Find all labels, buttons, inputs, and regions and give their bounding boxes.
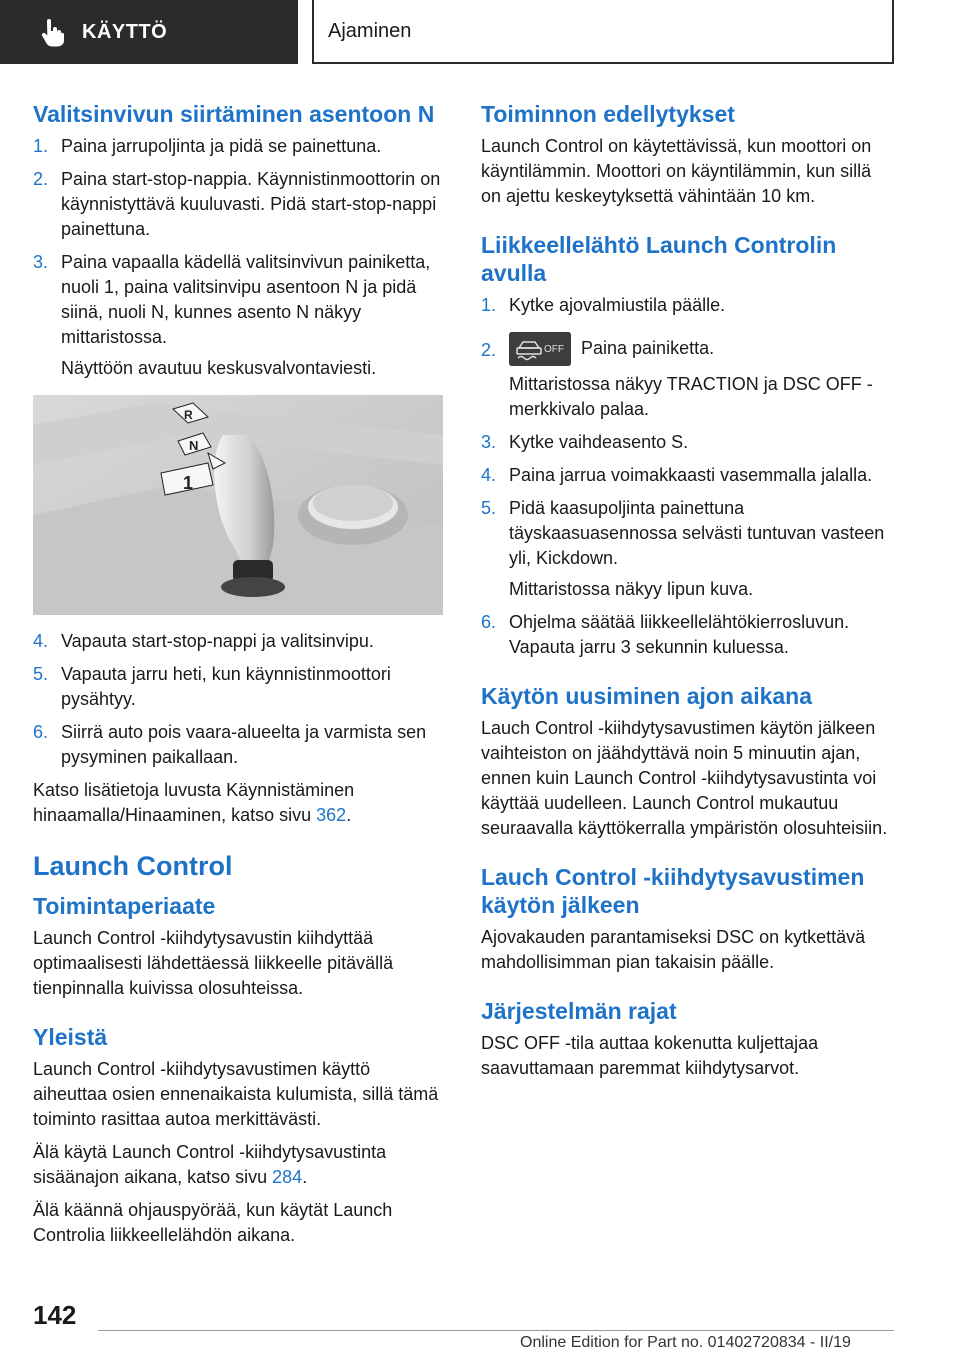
general-text: Launch Control -kiihdytysavustimen käyttö aiheuttaa osien ennenaikaista kulumista, sillä tämä toiminto rasittaa autoa merkittävästi. [33,1059,439,1129]
step-number: 5. [481,498,497,518]
page-link-284[interactable]: 284 [272,1167,303,1187]
step-item [33,250,443,381]
reuse-text: Lauch Control -kiihdytysavustimen käytön jälkeen vaihteiston on jäähdyttävä noin 5 minuutin ajan, ennen kuin Launch Control -kiihdytysavustinta voi käyttää uudelleen. Launch Control mukautuu seuraavalla käyttökerralla ympäristön olosuhteisiin. [481,718,888,838]
step-text: Siirrä auto pois vaara-alueelta ja varmista sen pysyminen paikallaan. [61,722,427,767]
steps-list-1 [33,134,443,381]
dsc-off-button-icon [509,332,571,366]
heading-system-limits: Järjestelmän rajat [481,998,677,1024]
step-item [33,167,443,242]
spacer [33,836,443,850]
photo-label-1: 1 [183,473,194,493]
step-item [481,293,896,318]
step-number: 6. [33,722,49,742]
step-text: Paina painiketta. [581,337,715,358]
launch-steps-list [481,293,896,660]
step-number: 2. [33,169,49,189]
step-text: Ohjelma säätää liikkeellelähtökierrosluvun. Vapauta jarru 3 sekunnin kuluessa. [509,612,850,657]
step-item [33,662,443,712]
step-text: Kytke vaihdeasento S. [509,432,689,452]
chapter-title: KÄYTTÖ [82,20,168,43]
step-text: Kytke ajovalmiustila päälle. [509,295,726,315]
heading-prerequisites: Toiminnon edellytykset [481,101,735,127]
section-title: Ajaminen [312,0,894,64]
step-item [33,629,443,654]
step-text: Paina jarrua voimakkaasti vasemmalla jalalla. [509,465,873,485]
step-number: 6. [481,612,497,632]
step-text: Paina vapaalla kädellä valitsinvivun painiketta, nuoli 1, paina valitsinvipu asentoon N ja pidä siinä, nuoli N, kunnes asento N näkyy mittaristossa. [61,252,431,347]
heading-after-use: Lauch Control -kiihdytysavustimen käytön jälkeen [481,864,865,918]
steps-list-2 [33,629,443,770]
break-in-text: Älä käytä Launch Control -kiihdytysavustinta sisäänajon aikana, katso sivu [33,1142,387,1187]
reference-note [33,778,443,828]
step-item [481,496,896,602]
step-number: 4. [481,465,497,485]
footer-divider [98,1330,894,1331]
break-in-note [33,1140,443,1190]
step-text: Paina start-stop-nappia. Käynnistinmoottorin on käynnistyttävä kuuluvasti. Pidä start-stop-nappi painettuna. [61,169,441,239]
spacer [481,849,896,863]
chapter-tab [0,0,298,64]
step-number: 4. [33,631,49,651]
car-skid-icon [509,332,571,366]
spacer [481,217,896,231]
edition-info: Online Edition for Part no. 01402720834 - II/19 [520,1334,851,1351]
step-number: 3. [33,252,49,272]
break-in-end: . [302,1167,308,1187]
prerequisites-text: Launch Control on käytettävissä, kun moottori on käyntilämmin. Moottori on käyntilämmin, kun sillä on ajettu keskeytyksettä vähintään 10 km. [481,136,872,206]
note-end: . [346,805,352,825]
heading-launch-control: Launch Control [33,851,233,881]
step-text: Vapauta jarru heti, kun käynnistinmoottori pysähtyy. [61,664,391,709]
step-number: 2. [481,340,497,360]
off-label: OFF [544,344,564,355]
step-subtext: Näyttöön avautuu keskusvalvontaviesti. [61,358,377,378]
step-number: 3. [481,432,497,452]
step-item [481,430,896,455]
heading-start-with-launch-control: Liikkeellelähtö Launch Controlin avulla [481,232,837,286]
step-item [481,610,896,660]
step-item [481,332,896,422]
note-text: Katso lisätietoja luvusta Käynnistäminen hinaamalla/Hinaaminen, katso sivu [33,780,355,825]
heading-reuse-while-driving: Käytön uusiminen ajon aikana [481,683,813,709]
photo-label-n: N [189,438,199,453]
spacer [481,668,896,682]
hand-pointer-icon [38,17,68,47]
steering-note: Älä käännä ohjauspyörää, kun käytät Launch Controlia liikkeellelähdön aikana. [33,1200,393,1245]
step-item [33,134,443,159]
step-number: 1. [33,136,49,156]
step-item [33,720,443,770]
step-number: 5. [33,664,49,684]
spacer [33,1009,443,1023]
step-item [481,463,896,488]
photo-label-r: R [184,408,193,422]
step-subtext: Mittaristossa näkyy TRACTION ja DSC OFF -merkkivalo palaa. [509,374,873,419]
right-column [481,100,896,1089]
heading-principle: Toimintaperiaate [33,893,216,919]
step-text: Paina jarrupoljinta ja pidä se painettuna. [61,136,382,156]
page-link-362[interactable]: 362 [316,805,347,825]
principle-text: Launch Control -kiihdytysavustin kiihdyttää optimaalisesti lähdettäessä liikkeelle pitävällä tienpinnalla kuivissa olosuhteissa. [33,928,394,998]
left-column [33,100,443,1256]
spacer [481,983,896,997]
gear-selector-photo [33,395,443,615]
system-limits-text: DSC OFF -tila auttaa kokenutta kuljettajaa saavuttamaan paremmat kiihdytysarvot. [481,1033,819,1078]
step-text: Pidä kaasupoljinta painettuna täyskaasuasennossa selvästi tuntuvan vasteen yli, Kickdown. [509,498,885,568]
step-subtext: Mittaristossa näkyy lipun kuva. [509,579,754,599]
step-text: Vapauta start-stop-nappi ja valitsinvipu. [61,631,374,651]
heading-selector-to-n: Valitsinvivun siirtäminen asentoon N [33,101,435,127]
step-number: 1. [481,295,497,315]
page-number: 142 [33,1300,77,1330]
after-use-text: Ajovakauden parantamiseksi DSC on kytkettävä mahdollisimman pian takaisin päälle. [481,927,866,972]
heading-general: Yleistä [33,1024,108,1050]
